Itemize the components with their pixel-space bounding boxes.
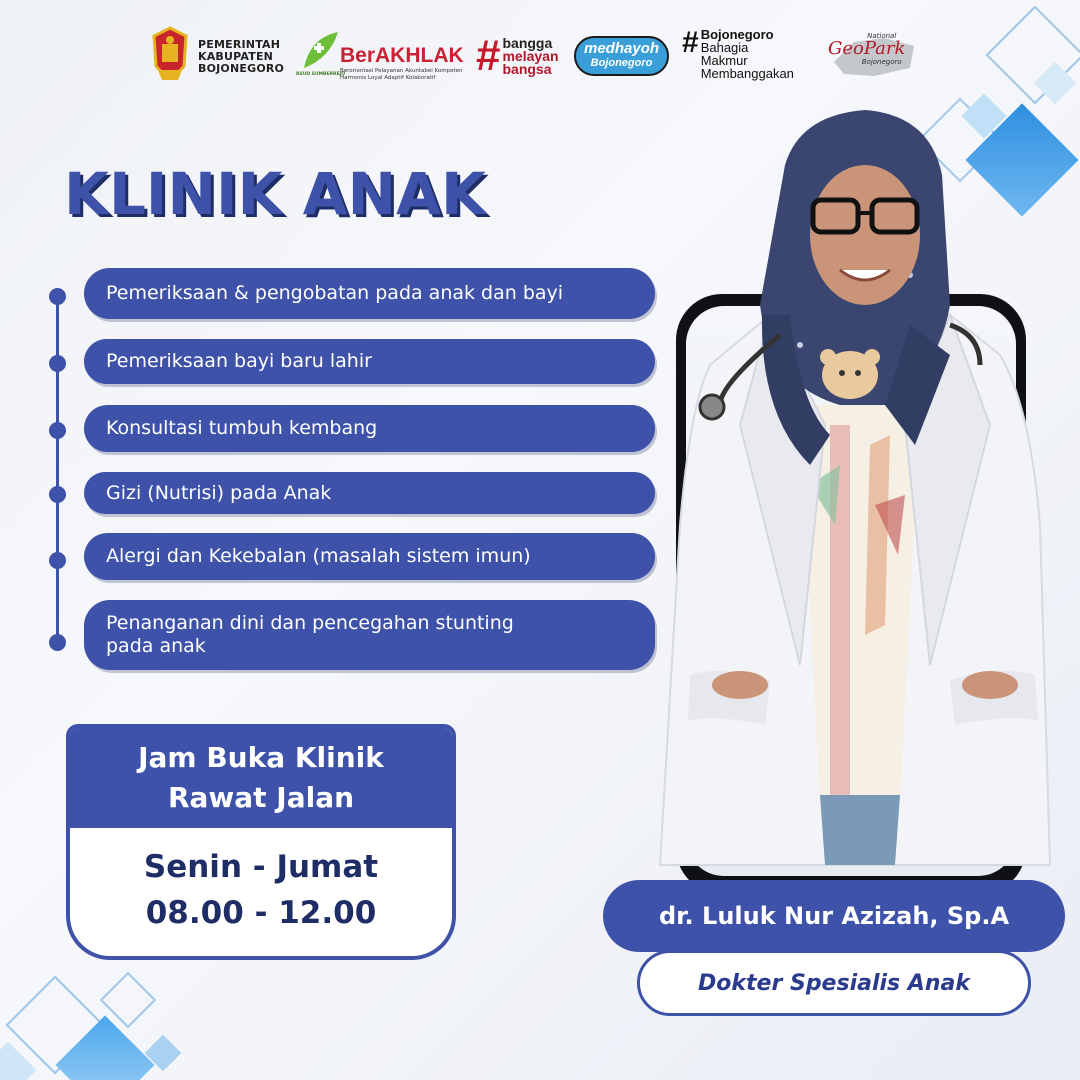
- bangga-line-3: bangsa: [502, 60, 552, 77]
- service-label: Pemeriksaan & pengobatan pada anak dan bayi: [106, 282, 564, 304]
- pemkab-text: [198, 39, 284, 75]
- service-item: [84, 268, 655, 319]
- berakhlak-title: BerAKHLAK: [340, 44, 464, 67]
- header-logos: [150, 24, 940, 94]
- bjn-line-3: Makmur: [700, 53, 748, 68]
- rsud-logo: [296, 28, 345, 77]
- berakhlak-sub-1: Berorientasi Pelayanan Akuntabel Kompeten: [340, 68, 463, 74]
- pemkab-line-1: PEMERINTAH: [198, 38, 281, 51]
- bangga-line-1: bangga: [502, 34, 553, 51]
- bjn-line-2: Bahagia: [700, 40, 749, 55]
- service-label: Konsultasi tumbuh kembang: [106, 417, 378, 439]
- doctor-specialty: Dokter Spesialis Anak: [698, 970, 970, 996]
- service-label-line-2: pada anak: [106, 635, 206, 657]
- bangga-line-2: melayan: [502, 47, 559, 64]
- medhayoh-line-1: medhayoh: [584, 40, 660, 57]
- timeline-dot: [49, 552, 66, 569]
- medhayoh-line-2: Bojonegoro: [590, 57, 653, 69]
- service-item: [84, 472, 655, 514]
- clinic-hours-body: [70, 828, 452, 936]
- bangga-logo: [476, 31, 559, 80]
- clinic-time: 08.00 - 12.00: [145, 895, 377, 931]
- rsud-leaf-icon: [300, 28, 342, 72]
- doctor-specialty-badge: [637, 950, 1031, 1016]
- bjn-tagline-logo: [682, 28, 794, 80]
- bangga-text: [502, 34, 559, 77]
- timeline-dot: [49, 355, 66, 372]
- bjn-line-4: Membanggakan: [700, 66, 794, 81]
- rsud-text: RSUD SUMBERREJO: [296, 72, 346, 77]
- service-item: [84, 600, 655, 670]
- pemkab-crest-icon: [150, 26, 190, 88]
- timeline-dot: [49, 486, 66, 503]
- bjn-tagline-text: [701, 28, 794, 80]
- clinic-hours-header: [70, 728, 452, 828]
- clinic-hours-heading-2: Rawat Jalan: [167, 781, 355, 814]
- clinic-days: Senin - Jumat: [143, 849, 379, 885]
- timeline-dot: [49, 422, 66, 439]
- geopark-main: GeoPark: [828, 38, 906, 59]
- geopark-top: National: [867, 32, 897, 40]
- service-item: [84, 533, 655, 580]
- timeline-dot: [49, 288, 66, 305]
- service-label: Gizi (Nutrisi) pada Anak: [106, 481, 332, 504]
- pemkab-line-2: KABUPATEN: [198, 50, 274, 63]
- clinic-hours-heading-1: Jam Buka Klinik: [138, 741, 384, 774]
- geopark-bottom: Bojonegoro: [861, 58, 902, 66]
- timeline-dot: [49, 634, 66, 651]
- hash-icon: #: [682, 26, 699, 59]
- medhayoh-badge: [574, 36, 669, 76]
- pemkab-logo: [150, 26, 284, 88]
- berakhlak-sub-2: Harmonis Loyal Adaptif Kolaboratif: [340, 75, 436, 81]
- bjn-line-1: Bojonegoro: [700, 27, 774, 42]
- hash-icon: #: [476, 31, 501, 80]
- pemkab-line-3: BOJONEGORO: [198, 62, 285, 75]
- page-title: KLINIK ANAK: [64, 160, 487, 228]
- service-item: [84, 339, 655, 384]
- service-item: [84, 405, 655, 452]
- doctor-name-badge: [603, 880, 1065, 952]
- berakhlak-logo: [340, 44, 464, 82]
- service-label: Alergi dan Kekebalan (masalah sistem imun): [106, 545, 531, 567]
- doctor-photo: [650, 105, 1070, 895]
- clinic-hours-card: [66, 724, 456, 960]
- service-label: Pemeriksaan bayi baru lahir: [106, 350, 372, 372]
- medhayoh-logo: [574, 36, 669, 76]
- timeline-line: [56, 296, 59, 642]
- service-label-line-1: Penanganan dini dan pencegahan stunting: [106, 612, 514, 634]
- geopark-logo: [828, 32, 905, 66]
- doctor-name: dr. Luluk Nur Azizah, Sp.A: [658, 902, 1010, 930]
